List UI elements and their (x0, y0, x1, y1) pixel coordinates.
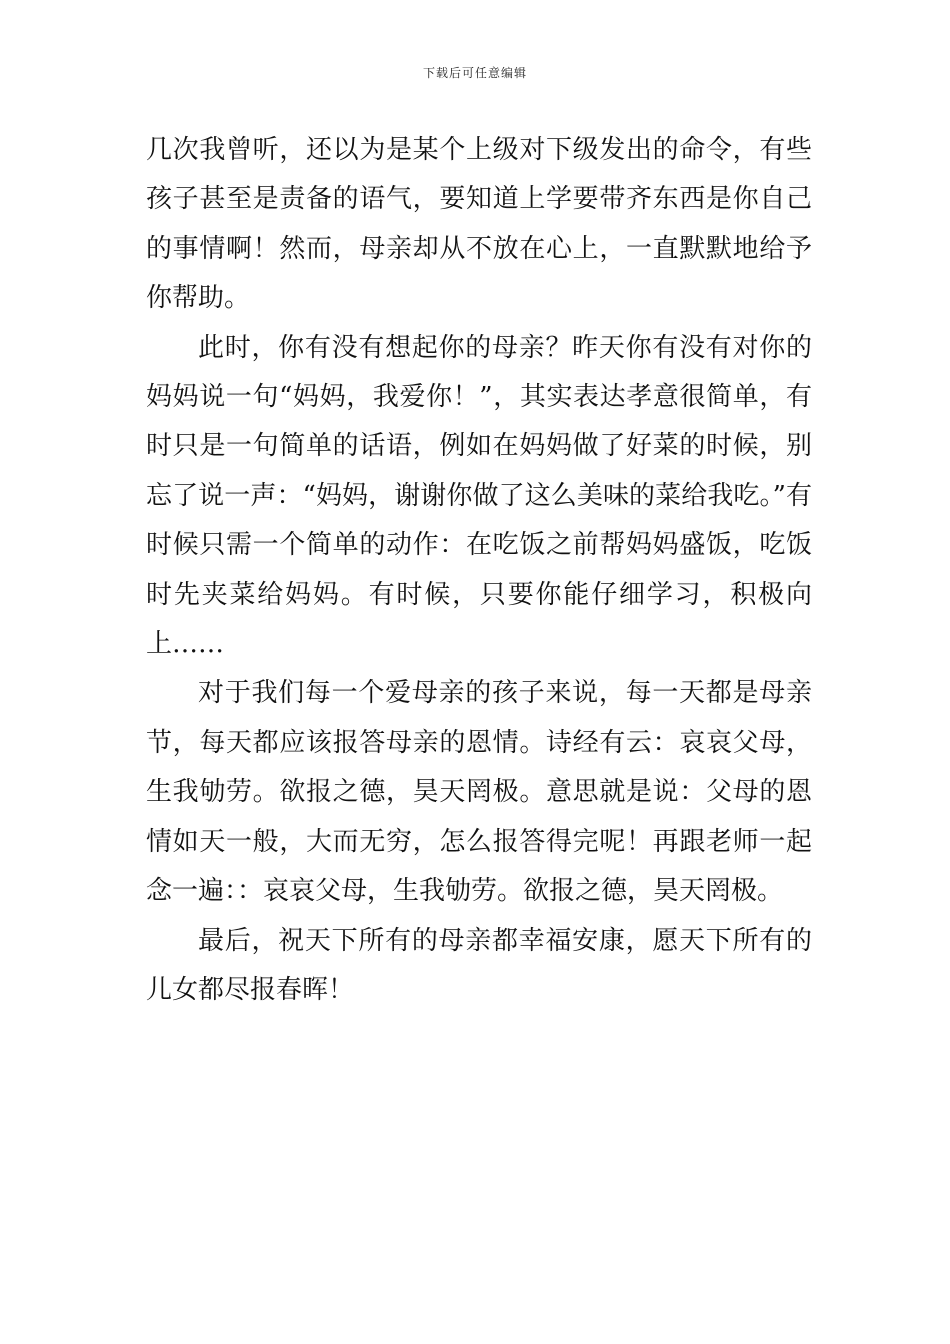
paragraph-expressing-filial-piety: 此时，你有没有想起你的母亲？昨天你有没有对你的妈妈说一句“妈妈，我爱你！”，其实表达孝意很简单，有时只是一句简单的话语，例如在妈妈做了好菜的时候，别忘了说一声：“妈妈，谢谢你做了这么美味的菜给我吃。”有时候只需一个简单的动作：在吃饭之前帮妈妈盛饭，吃饭时先夹菜给妈妈。有时候，只要你能仔细学习，积极向上…… (146, 332, 812, 660)
paragraph-continuation: 几次我曾听，还以为是某个上级对下级发出的命令，有些孩子甚至是责备的语气，要知道上学要带齐东西是你自己的事情啊！然而，母亲却从不放在心上，一直默默地给予你帮助。 (146, 135, 812, 314)
page-header: 下载后可任意编辑 (422, 66, 527, 80)
paragraph-every-day-mothers-day: 对于我们每一个爱母亲的孩子来说，每一天都是母亲节，每天都应该报答母亲的恩情。诗经有云：哀哀父母，生我劬劳。欲报之德，昊天罔极。意思就是说：父母的恩情如天一般，大而无穷，怎么报答得完呢！再跟老师一起念一遍：：哀哀父母，生我劬劳。欲报之德，昊天罔极。 (146, 678, 812, 907)
document-body (146, 126, 812, 1015)
paragraph-closing-wishes: 最后，祝天下所有的母亲都幸福安康，愿天下所有的儿女都尽报春晖！ (146, 925, 812, 1005)
